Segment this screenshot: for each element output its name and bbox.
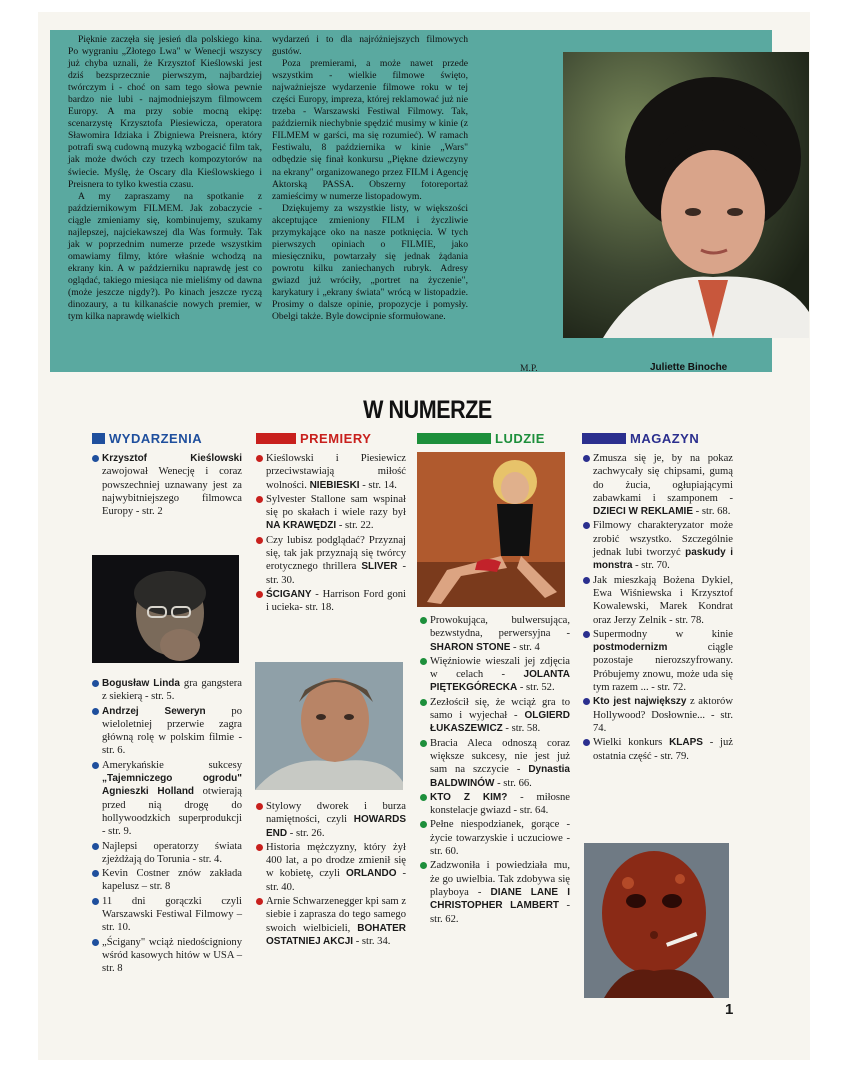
list-item: Supermodny w kinie postmodernizm ciągle pozostaje nierozszyfrowany. Próbujemy znowu, może uda się tym razem ... - str. 72. <box>583 628 733 694</box>
bullet-dot <box>583 698 590 705</box>
list-item: Filmowy charakteryzator może zrobić wszystko. Szczególnie jednak lubi tworzyć paskudy i monstra - str. 70. <box>583 519 733 572</box>
category-bar <box>92 433 105 444</box>
list-item: Sylvester Stallone sam wspinał się po skałach i wiele razy był NA KRAWĘDZI - str. 22. <box>256 493 406 533</box>
premiery-top-list <box>256 452 406 616</box>
bullet-dot <box>420 821 427 828</box>
bullet-dot <box>92 680 99 687</box>
bullet-dot <box>256 803 263 810</box>
editor-signature: M.P. <box>520 363 538 374</box>
intro-paragraph: Dziękujemy za wszystkie listy, w większości akceptujące zmieniony FILM i życzliwie przymykające oko na nasze potknięcia. W tych pierwszych opiniach o FILMIE, jako miesięczniku, powtarzały się jednak żądania powrotu kilku zaniechanych rubryk. Adresy gwiazd już wróciły, „portret na życzenie", karykatury i „ekrany świata" wrócą w listopadzie. Prosimy o dalsze opinie, propozycje i pomysły. Obelgi także. Byle dowcipnie sformułowane. <box>272 202 468 323</box>
category-label: LUDZIE <box>495 430 545 446</box>
list-item: KTO Z KIM? - miłosne konstelacje gwiazd - str. 64. <box>420 791 570 818</box>
list-item: Kto jest największy z aktorów Hollywood? Dosłownie... - str. 74. <box>583 695 733 735</box>
list-item: Bogusław Linda gra gangstera z siekierą - str. 5. <box>92 677 242 704</box>
bullet-dot <box>420 617 427 624</box>
list-item: Wielki konkurs KLAPS - już ostatnia część - str. 79. <box>583 736 733 763</box>
bullet-dot <box>256 455 263 462</box>
category-label: MAGAZYN <box>630 430 700 446</box>
list-item: Krzysztof Kieślowski zawojował Wenecję i coraz powszechniej uznawany jest za najwybitniejszego filmowca Europy - str. 2 <box>92 452 242 518</box>
bullet-dot <box>256 844 263 851</box>
bullet-dot <box>92 898 99 905</box>
category-header-premiery <box>256 430 371 446</box>
bullet-dot <box>256 591 263 598</box>
intro-column-right <box>272 34 468 323</box>
bullet-dot <box>583 455 590 462</box>
intro-paragraph: A my zapraszamy na spotkanie z październikowym FILMEM. Jak zobaczycie - ciągle zmieniamy się, kombinujemy, szukamy najlepszej, najciekawszej dla Was formuły. Tak jak w poprzednim numerze przede wszystkim omawiamy filmy, które właśnie wchodzą na ekrany kin. A w październiku naprawdę jest co oglądać, takiego miesiąca nie mieliśmy od dawna (może jeszcze nigdy?). Po kinach jeszcze ryczą dinozaury, a tu kilkanaście nowych premier, w tym kilka naprawdę wielkich <box>68 190 262 323</box>
category-bar <box>256 433 296 444</box>
list-item: Zmusza się je, by na pokaz zachwycały się chipsami, gumą do żucia, ogłupiającymi zabawkami i szamponem - DZIECI W REKLAMIE - str. 68. <box>583 452 733 518</box>
list-item: Prowokująca, bulwersująca, bezwstydna, perwersyjna - SHARON STONE - str. 4 <box>420 614 570 654</box>
portrait-photo <box>563 52 809 338</box>
list-item: ŚCIGANY - Harrison Ford goni i ucieka- str. 18. <box>256 588 406 615</box>
category-bar <box>582 433 626 444</box>
list-item: Jak mieszkają Bożena Dykiel, Ewa Wiśniewska i Krzysztof Kowalewski, Marek Kondrat oraz Jerzy Zelnik - str. 78. <box>583 574 733 627</box>
intro-column-left <box>68 34 262 323</box>
list-item: Więźniowie wieszali jej zdjęcia w celach - JOLANTA PIĘTEKGÓRECKA - str. 52. <box>420 655 570 695</box>
list-item: Historia mężczyzny, który żył 400 lat, a po drodze zmienił się w kobietę, czyli ORLANDO - str. 40. <box>256 841 406 894</box>
category-header-wydarzenia <box>92 430 202 446</box>
magazyn-list <box>583 452 733 764</box>
bullet-dot <box>420 862 427 869</box>
category-bar <box>417 433 491 444</box>
bullet-dot <box>92 939 99 946</box>
bullet-dot <box>420 794 427 801</box>
list-item: Arnie Schwarzenegger kpi sam z siebie i zaprasza do tego samego swoich wielbicieli, BOHATER OSTATNIEJ AKCJI - str. 34. <box>256 895 406 948</box>
bullet-dot <box>256 898 263 905</box>
premiery-bottom-list <box>256 800 406 949</box>
wydarzenia-top-list <box>92 452 242 519</box>
category-header-ludzie <box>417 430 545 446</box>
bullet-dot <box>583 631 590 638</box>
bullet-dot <box>256 537 263 544</box>
bullet-dot <box>420 740 427 747</box>
list-item: 11 dni gorączki czyli Warszawski Festiwal Filmowy – str. 10. <box>92 895 242 935</box>
list-item: Stylowy dworek i burza namiętności, czyli HOWARDS END - str. 26. <box>256 800 406 840</box>
intro-paragraph: Pięknie zaczęła się jesień dla polskiego kina. Po wygraniu „Złotego Lwa" w Wenecji wszyscy już chyba uznali, że Krzysztof Kieślowski jest dziś bezsprzecznie pierwszym, najbardziej twórczym i - choć on sam tego słowa pewnie bardzo nie lubi - najmodniejszym filmowcem Europy. A ma przy sobie mocną ekipę: scenarzystę Krzysztofa Piesiewicza, operatora Sławomira Idziaka i Zbigniewa Preisnera, który potrafi swą cudowną muzyką wzbogacić film tak, jak może dwóch czy trzech kompozytorów na świecie. Myślę, że Oscary dla Kieślowskiego i Preisnera to tylko kwestia czasu. <box>68 34 262 190</box>
ludzie-list <box>420 614 570 927</box>
director-photo <box>92 555 239 663</box>
category-label: WYDARZENIA <box>109 430 203 446</box>
list-item: Amerykańskie sukcesy „Tajemniczego ogrodu" Agnieszki Holland otwierają przed nią drogę do hollywoodzkich superprodukcji - str. 9. <box>92 759 242 839</box>
category-label: PREMIERY <box>300 430 372 446</box>
list-item: Kieślowski i Piesiewicz przeciwstawiają miłość wolności. NIEBIESKI - str. 14. <box>256 452 406 492</box>
photo-caption: Juliette Binoche <box>650 362 728 373</box>
page-number: 1 <box>725 1001 734 1018</box>
bullet-dot <box>583 739 590 746</box>
bullet-dot <box>420 658 427 665</box>
list-item: Bracia Aleca odnoszą coraz większe sukcesy, nie jest już sam na szczycie - Dynastia BALDWINÓW - str. 66. <box>420 737 570 790</box>
bullet-dot <box>583 522 590 529</box>
category-header-magazyn <box>582 430 699 446</box>
bullet-dot <box>92 455 99 462</box>
section-title: W NUMERZE <box>363 396 492 424</box>
bullet-dot <box>583 577 590 584</box>
bullet-dot <box>256 496 263 503</box>
list-item: „Ścigany" wciąż niedościgniony wśród kasowych hitów w USA – str. 8 <box>92 936 242 976</box>
bullet-dot <box>92 870 99 877</box>
intro-paragraph: Poza premierami, a może nawet przede wszystkim - wielkie filmowe święto, najważniejsze wydarzenie filmowe roku w tej części Europy, impreza, której reklamować już nie trzeba - Warszawski Festiwal Filmowy. Tak, październik niechybnie spędzić musimy w kinie (z FILMEM w garści, ma się rozumieć). W ramach Festiwalu, 8 października w kinie „Wars" odbędzie się finał konkursu „Piękne dziewczyny na ekrany" organizowanego przez FILM i Agencję Aktorską PASSA. Obszerny fotoreportaż zamieścimy w numerze listopadowym. <box>272 58 468 202</box>
list-item: Kevin Costner znów zakłada kapelusz – str. 8 <box>92 867 242 894</box>
list-item: Andrzej Seweryn po wieloletniej przerwie zagra główną rolę w polskim filmie - str. 6. <box>92 705 242 758</box>
bullet-dot <box>92 762 99 769</box>
list-item: Najlepsi operatorzy świata zjeżdżają do Torunia - str. 4. <box>92 840 242 867</box>
list-item: Zadzwoniła i powiedziała mu, że go uwielbia. Tak zdobywa się playboya - DIANE LANE I CHRISTOPHER LAMBERT - str. 62. <box>420 859 570 925</box>
list-item: Czy lubisz podglądać? Przyznaj się, tak jak przyznają się twórcy erotycznego thrillera SLIVER - str. 30. <box>256 534 406 587</box>
bullet-dot <box>420 699 427 706</box>
bullet-dot <box>92 708 99 715</box>
wydarzenia-bottom-list <box>92 677 242 977</box>
actress-photo <box>417 452 565 607</box>
intro-paragraph: wydarzeń i to dla najróżniejszych filmowych gustów. <box>272 34 468 58</box>
monster-makeup-photo <box>584 843 729 998</box>
list-item: Zezłościł się, że wciąż gra to samo i wyjechał - OLGIERD ŁUKASZEWICZ - str. 58. <box>420 696 570 736</box>
actor-photo <box>255 662 403 790</box>
bullet-dot <box>92 843 99 850</box>
list-item: Pełne niespodzianek, gorące - życie towarzyskie i uczuciowe - str. 60. <box>420 818 570 858</box>
